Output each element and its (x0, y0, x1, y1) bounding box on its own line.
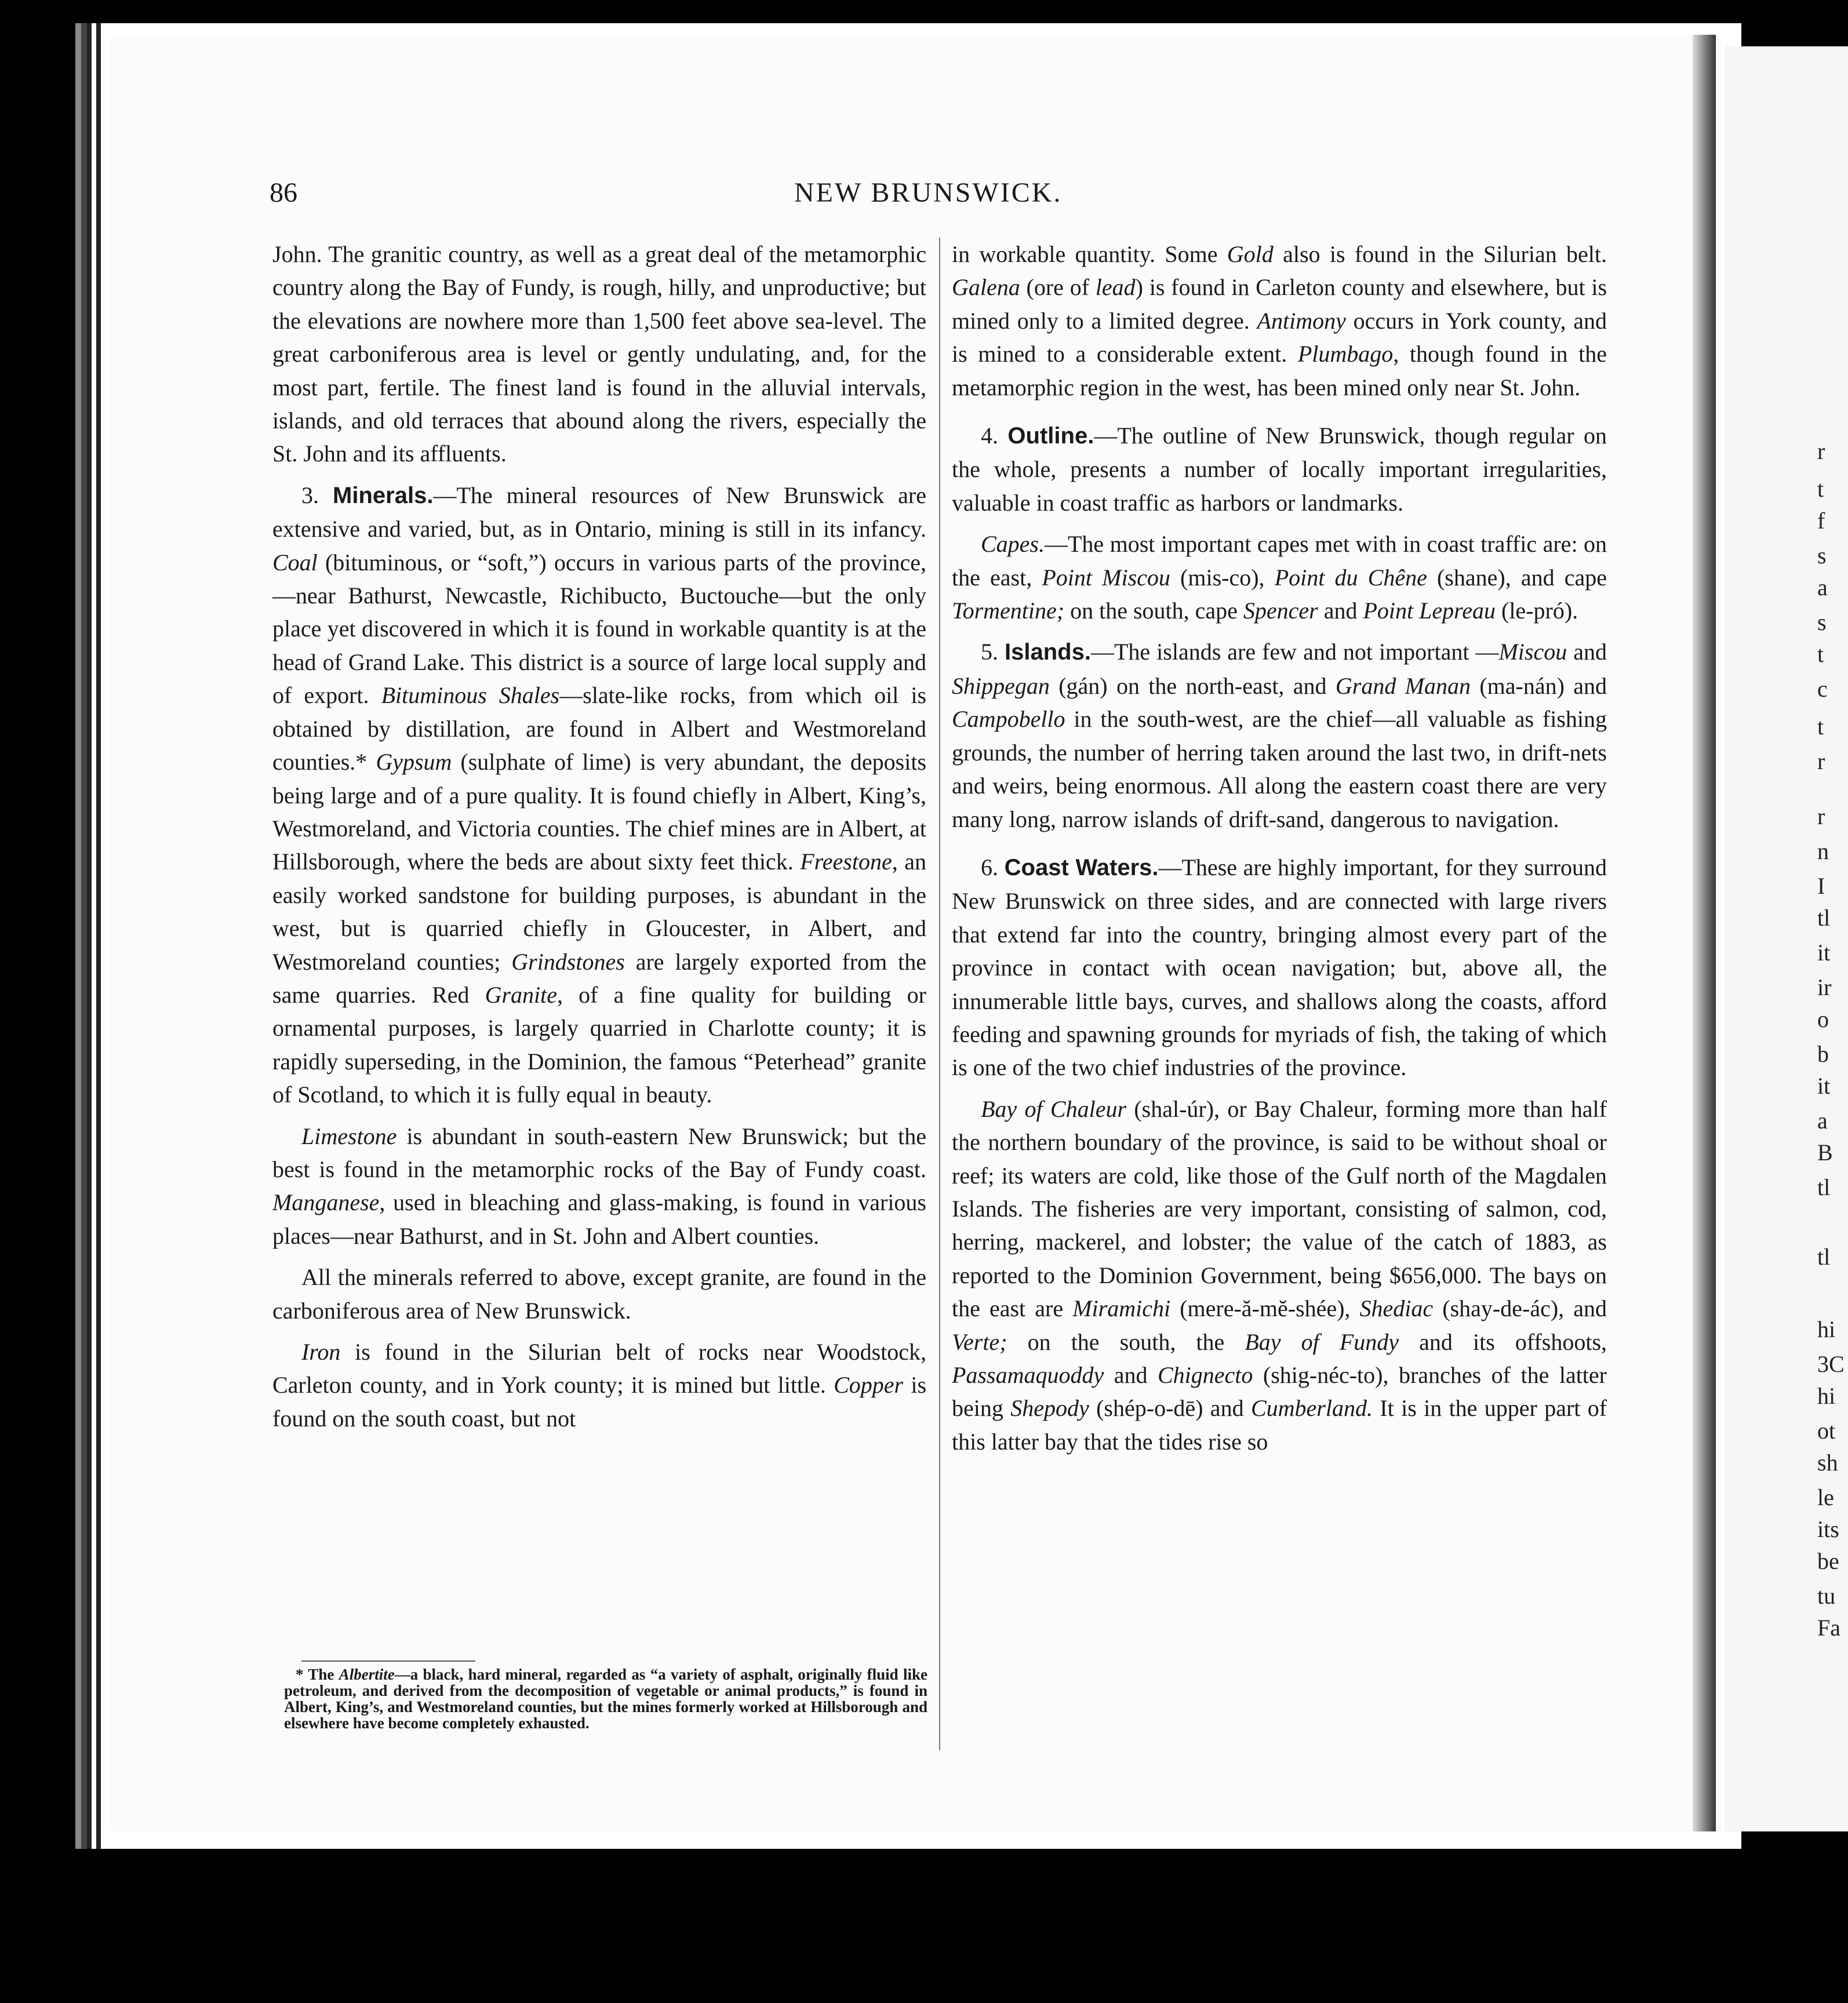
text: (shép-o-dē) and (1096, 1395, 1244, 1422)
term-point-miscou: Point Miscou (1042, 564, 1170, 591)
next-page-fragment: I (1817, 873, 1825, 899)
text: is found in the Silurian belt of rocks near Woodstock, Carleton county, and in York county; it is mined but little. (272, 1339, 927, 1399)
next-page-fragment: Fa (1817, 1615, 1840, 1641)
paragraph-islands (952, 635, 1607, 835)
running-title: NEW BRUNSWICK. (794, 177, 1063, 208)
text: is found on the south coast, but not (272, 1372, 927, 1432)
paragraph-terrain: John. The granitic country, as well as a great deal of the metamorphic country along the Bay of Fundy, is rough, hilly, and unproductive; but the elevations are nowhere more than 1,500 feet above sea-level. The great carboniferous area is level or gently undulating, and, for the most part, fertile. The finest land is found in the alluvial intervals, islands, and old terraces that abound along the rivers, especially the St. John and its affluents. (272, 241, 926, 467)
next-page-fragment: r (1817, 803, 1825, 829)
next-page-fragment: r (1817, 748, 1825, 774)
text: and (1323, 598, 1358, 624)
text: (gán) on the north-east, and (1058, 672, 1327, 699)
subheading-capes: Capes. (981, 531, 1045, 558)
next-page-fragment: hi (1817, 1383, 1836, 1409)
next-page-fragment: a (1817, 574, 1828, 600)
next-page-fragment: B (1817, 1139, 1833, 1166)
next-page-fragment: o (1817, 1006, 1829, 1032)
term-bay-of-chaleur: Bay of Chaleur (981, 1095, 1127, 1122)
section-number: 3. (301, 482, 319, 508)
next-page-edge (1725, 46, 1848, 1831)
text: —The most important capes met with in coast traffic are: on the east, (952, 531, 1607, 591)
term-coal: Coal (272, 549, 318, 576)
text: are largely exported from the same quarries. Red (272, 948, 926, 1008)
paragraph-outline (952, 419, 1607, 519)
section-number: 6. (981, 854, 998, 880)
term-point-lepreau: Point Lepreau (1363, 598, 1496, 624)
text: (mere-ă-mĕ-shée), (1180, 1295, 1351, 1322)
term-grand-manan: Grand Manan (1335, 672, 1471, 699)
next-page-fragment: s (1817, 609, 1827, 635)
term-granite: Granite (485, 981, 558, 1008)
next-page-fragment: f (1817, 508, 1825, 534)
term-miscou: Miscou (1498, 639, 1567, 665)
text: (shane), and cape (1436, 564, 1607, 591)
column-divider (939, 238, 940, 1750)
next-page-fragment: it (1817, 1073, 1831, 1099)
right-column (952, 238, 1607, 1458)
next-page-fragment: 3C (1817, 1351, 1845, 1377)
section-title-coast-waters: Coast Waters. (1004, 854, 1159, 880)
section-title-outline: Outline. (1007, 423, 1094, 449)
text: , an easily worked sandstone for building purposes, is abundant in the west, but is quarried chiefly in Gloucester, in Albert, and Westmoreland counties; (272, 848, 927, 975)
text: and (1114, 1362, 1148, 1388)
term-copper: Copper (834, 1372, 904, 1399)
term-antimony: Antimony (1257, 307, 1346, 334)
term-lead: lead (1095, 274, 1136, 301)
term-shales: Bituminous Shales (381, 682, 560, 709)
section-number: 5. (981, 639, 998, 665)
next-page-fragment: ir (1817, 974, 1832, 1000)
section-title-islands: Islands. (1005, 639, 1091, 665)
text: —The mineral resources of New Brunswick are extensive and varied, but, as in Ontario, mining is still in its infancy. (272, 482, 926, 542)
text: (shay-de-ác), and (1442, 1295, 1607, 1322)
term-shediac: Shediac (1359, 1295, 1434, 1322)
term-plumbago: Plumbago (1297, 341, 1394, 367)
term-miramichi: Miramichi (1072, 1295, 1171, 1322)
text: also is found in the Silurian belt. (1283, 241, 1607, 267)
next-page-fragment: r (1817, 438, 1825, 464)
text: in workable quantity. Some (952, 241, 1218, 267)
left-column (272, 238, 926, 1435)
next-page-fragment: le (1817, 1484, 1834, 1510)
paragraph-limestone (272, 1120, 926, 1253)
term-shippegan: Shippegan (952, 672, 1050, 699)
term-chignecto: Chignecto (1157, 1362, 1253, 1388)
paragraph-iron (272, 1335, 926, 1435)
term-gold: Gold (1227, 241, 1274, 267)
term-iron: Iron (301, 1339, 341, 1365)
text: (sulphate of lime) is very abundant, the deposits being large and of a pure quality. It is found chiefly in Albert, King’s, Westmoreland, and Victoria counties. The chief mines are in Albert, at Hillsborough, where the beds are about sixty feet thick. (272, 749, 927, 875)
next-page-fragment: it (1817, 939, 1831, 966)
text: occurs in York county, and is mined to a considerable extent. (952, 307, 1607, 367)
paragraph-minerals (272, 479, 926, 1112)
section-title-minerals: Minerals. (333, 482, 434, 508)
term-tormentine: Tormentine; (952, 598, 1065, 624)
next-page-fragment: tl (1817, 1244, 1831, 1270)
text: —The islands are few and not important — (1090, 639, 1499, 665)
term-freestone: Freestone (800, 848, 892, 875)
term-verte: Verte; (952, 1328, 1007, 1355)
text: in the south-west, are the chief—all valuable as fishing grounds, the number of herring taken around the last two, in drift-nets and weirs, being enormous. All along the eastern coast there are very many long, narrow islands of drift-sand, dangerous to navigation. (952, 706, 1607, 832)
term-manganese: Manganese (272, 1189, 380, 1216)
next-page-fragment: c (1817, 676, 1828, 702)
text: , of a fine quality for building or ornamental purposes, is largely quarried in Charlotte county; it is rapidly superseding, in the Dominion, the famous “Peterhead” granite of Scotland, to which it is fully equal in beauty. (272, 981, 927, 1108)
text: —The outline of New Brunswick, though regular on the whole, presents a number of locally important irregularities, valuable in coast traffic as harbors or landmarks. (952, 423, 1607, 516)
term-bay-of-fundy: Bay of Fundy (1245, 1328, 1399, 1355)
book-gutter (1693, 35, 1716, 1831)
next-page-fragment: t (1817, 641, 1824, 667)
footnote (284, 1666, 927, 1731)
next-page-fragment: tl (1817, 905, 1831, 931)
next-page-fragment: n (1817, 838, 1829, 864)
next-page-fragment: t (1817, 476, 1824, 502)
paragraph-capes (952, 527, 1607, 627)
text: (mis-co), (1180, 564, 1265, 591)
paragraph-bay-of-chaleur (952, 1092, 1607, 1458)
term-albertite: Albertite (339, 1666, 395, 1683)
text: (shig-néc-to), branches of the latter being (952, 1362, 1607, 1422)
text: It is in the upper part of this latter bay that the tides rise so (952, 1395, 1607, 1455)
page-header (270, 177, 1611, 217)
next-page-fragment: ot (1817, 1418, 1836, 1444)
text: (ma-nán) and (1479, 672, 1607, 699)
paragraph-minerals-summary: All the minerals referred to above, except granite, are found in the carboniferous area of New Brunswick. (272, 1264, 926, 1324)
text: —These are highly important, for they surround New Brunswick on three sides, and are connected with large rivers that extend far into the country, bringing almost every part of the province in contact with ocean navigation; but, above all, the innumerable little bays, curves, and shallows along the coasts, afford feeding and spawning grounds for myriads of fish, the taking of which is one of the two chief industries of the province. (952, 854, 1607, 1081)
term-passamaquoddy: Passamaquoddy (952, 1362, 1104, 1388)
next-page-fragment: b (1817, 1041, 1829, 1067)
term-shepody: Shepody (1010, 1395, 1089, 1422)
paragraph-metals (952, 238, 1607, 404)
paragraph-coast-waters (952, 851, 1607, 1084)
term-cumberland: Cumberland. (1250, 1395, 1373, 1422)
term-galena: Galena (952, 274, 1020, 301)
term-spencer: Spencer (1243, 598, 1318, 624)
next-page-fragment: be (1817, 1548, 1839, 1574)
next-page-fragment: sh (1817, 1450, 1838, 1476)
text: , though found in the metamorphic region in the west, has been mined only near St. John. (952, 341, 1607, 400)
term-grindstones: Grindstones (511, 948, 625, 975)
footnote-rule (301, 1660, 475, 1662)
term-point-du-chene: Point du Chêne (1274, 564, 1427, 591)
term-limestone: Limestone (301, 1123, 397, 1149)
term-campobello: Campobello (952, 706, 1065, 733)
next-page-fragment: a (1817, 1108, 1828, 1134)
text: on the south, cape (1070, 598, 1238, 624)
text: , used in bleaching and glass-making, is found in various places—near Bathurst, and in St. John and Albert counties. (272, 1189, 926, 1249)
text: (shal-úr), or Bay Chaleur, forming more than half the northern boundary of the province, is said to be without shoal or reef; its waters are cold, like those of the Gulf north of the Magdalen Islands. The fisheries are very important, consisting of salmon, cod, herring, mackerel, and lobster; the value of the catch of 1883, as reported to the Dominion Government, being $656,000. The bays on the east are (952, 1095, 1607, 1322)
text: (ore of (1026, 274, 1090, 301)
page-number: 86 (270, 177, 297, 208)
next-page-fragment: s (1817, 542, 1827, 569)
text: (le-pró). (1501, 598, 1578, 624)
text: and its offshoots, (1419, 1328, 1607, 1355)
next-page-fragment: hi (1817, 1316, 1836, 1342)
text: on the south, the (1027, 1328, 1225, 1355)
text: (bituminous, or “soft,”) occurs in various parts of the province,—near Bathurst, Newcastle, Richibucto, Buctouche—but the only place yet discovered in which it is found in workable quantity is at the head of Grand Lake. This district is a source of large local supply and of export. (272, 549, 926, 709)
text: and (1573, 639, 1607, 665)
next-page-fragment: its (1817, 1516, 1839, 1542)
text: ) is found in Carleton county and elsewhere, but is mined only to a limited degree. (952, 274, 1607, 334)
next-page-fragment: tu (1817, 1583, 1836, 1609)
term-gypsum: Gypsum (376, 749, 452, 775)
text: is abundant in south-eastern New Brunswick; but the best is found in the metamorphic rocks of the Bay of Fundy coast. (272, 1123, 926, 1182)
footnote-marker: * The (296, 1666, 334, 1683)
section-number: 4. (981, 423, 998, 449)
footnote-text: —a black, hard mineral, regarded as “a variety of asphalt, originally fluid like petroleum, and derived from the decomposition of vegetable or animal products,” is found in Albert, King’s, and Westmoreland counties, but the mines formerly worked at Hillsborough and elsewhere have become completely exhausted. (284, 1666, 927, 1732)
text: —slate-like rocks, from which oil is obtained by distillation, are found in Albert and Westmoreland counties.* (272, 682, 927, 775)
next-page-fragment: t (1817, 713, 1824, 740)
next-page-fragment: tl (1817, 1174, 1831, 1200)
